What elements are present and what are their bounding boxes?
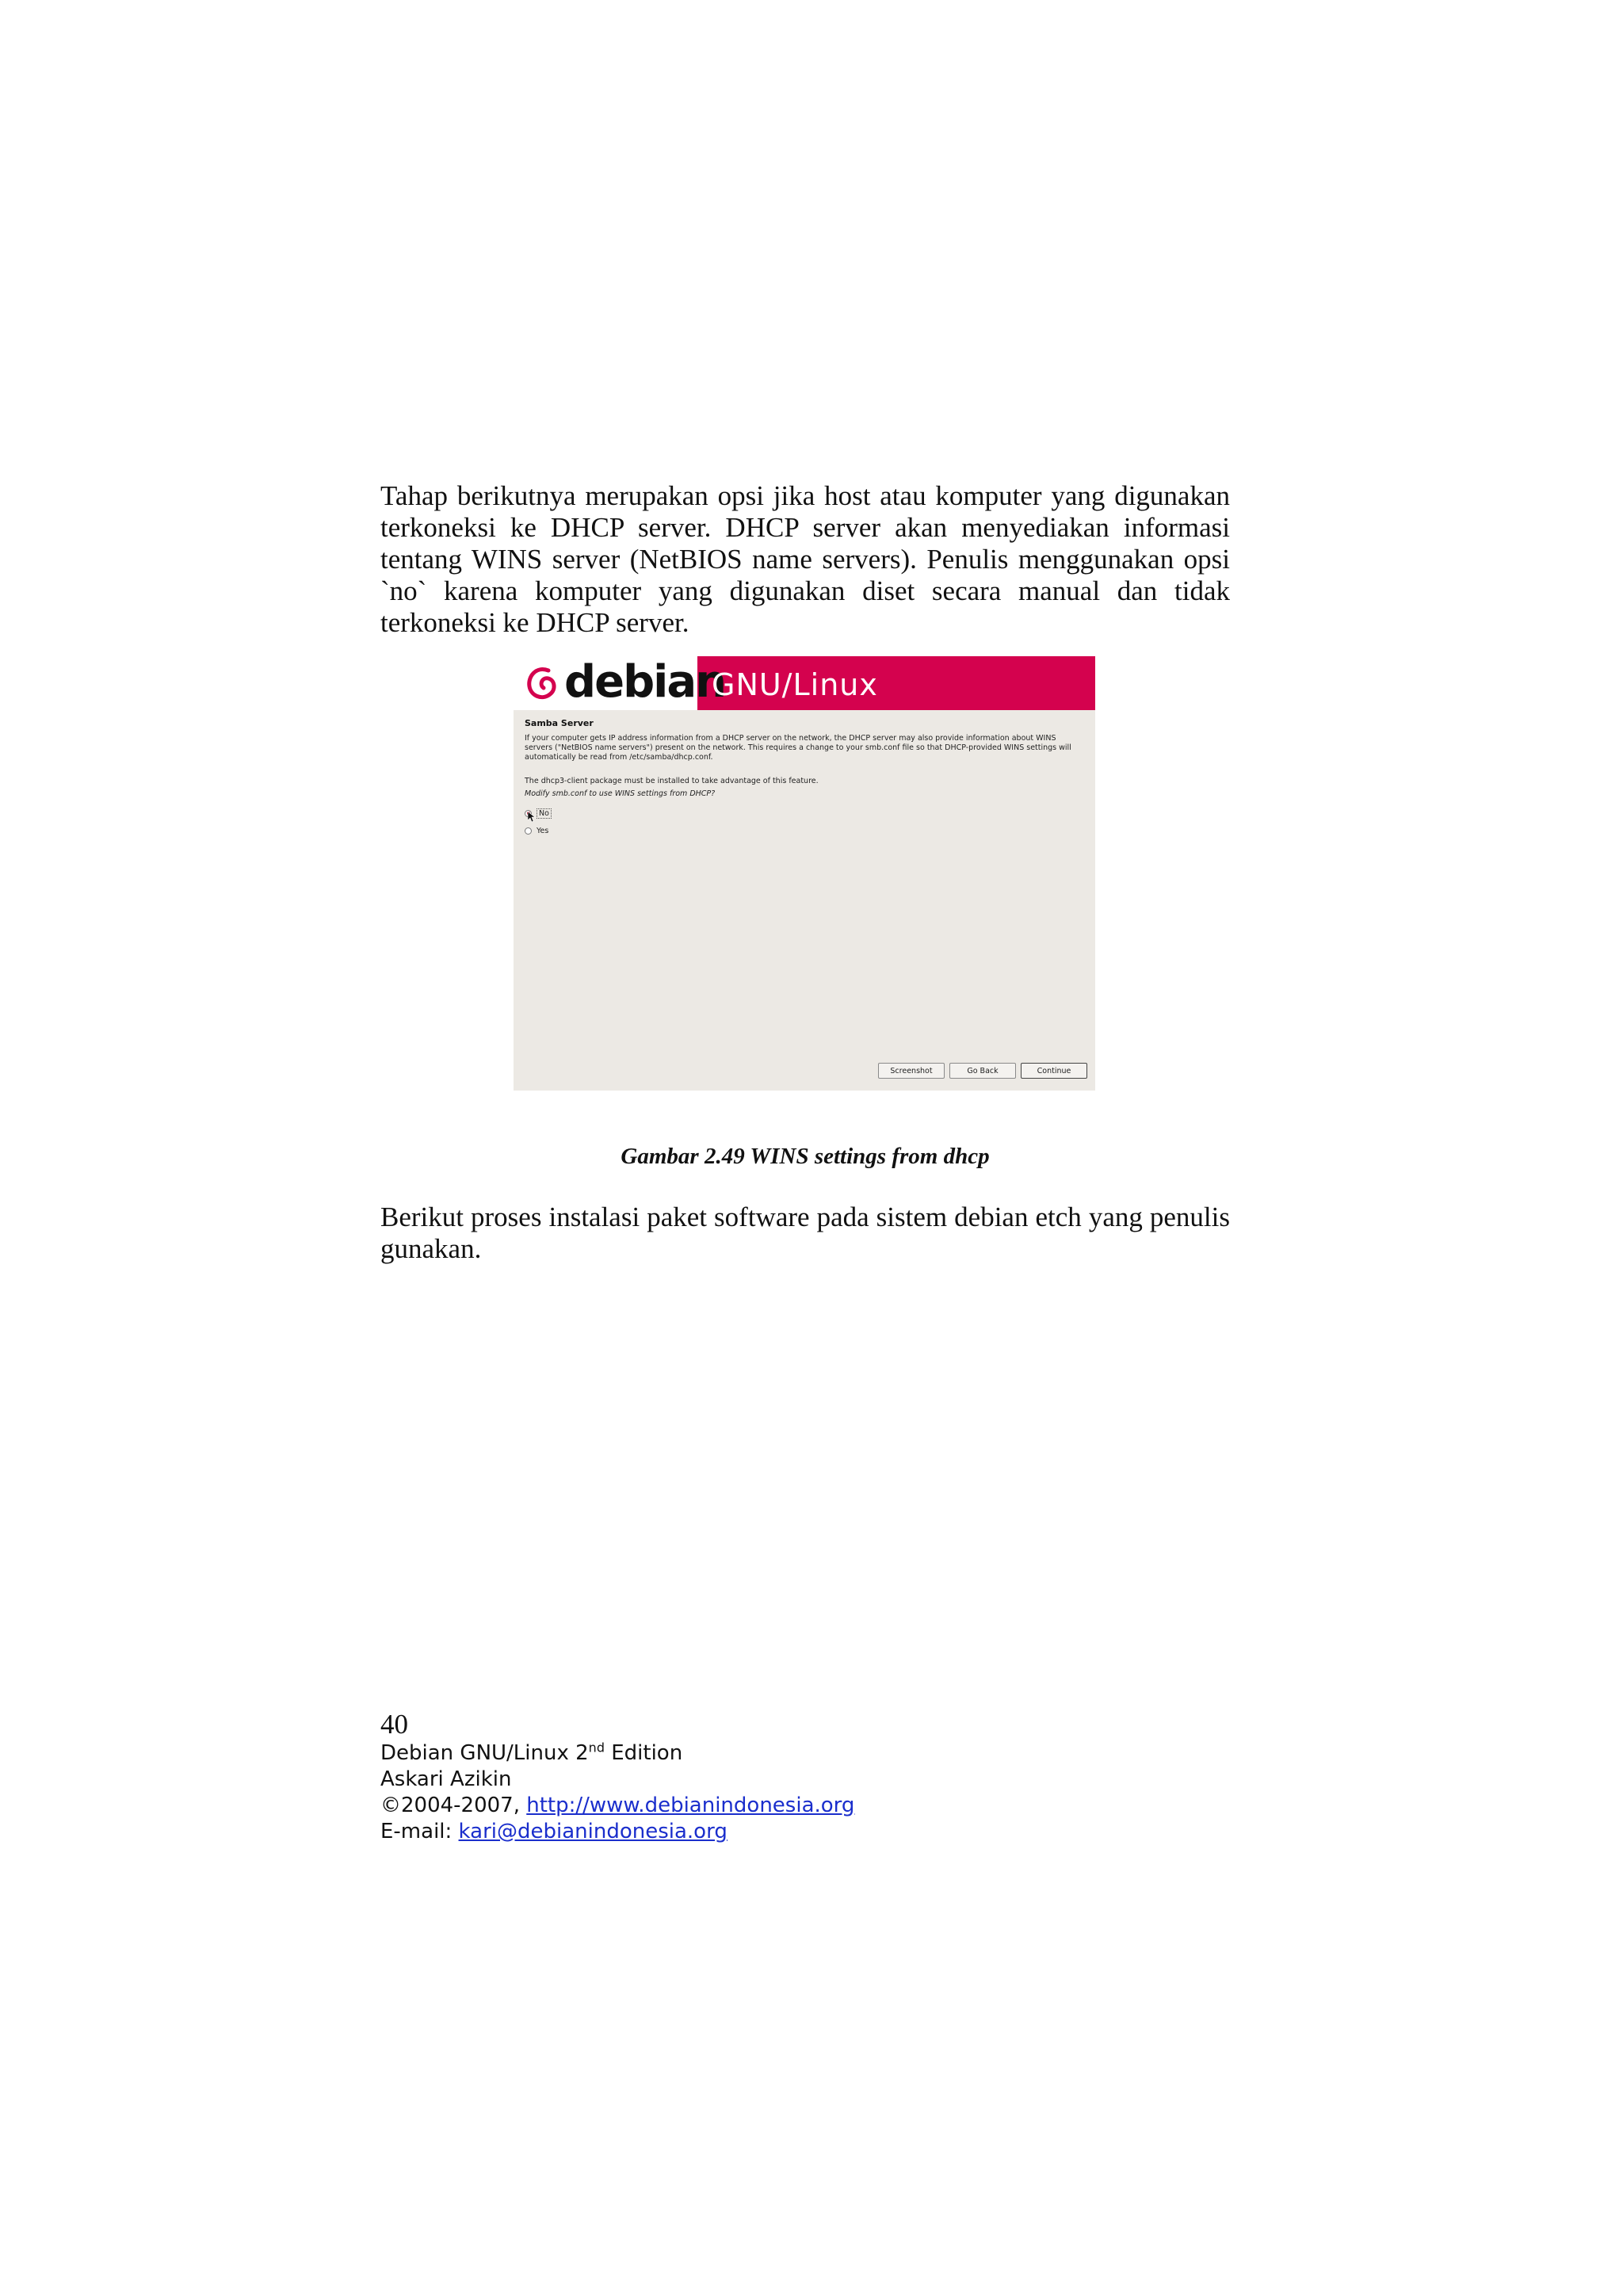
website-link[interactable]: http://www.debianindonesia.org <box>526 1794 855 1817</box>
page-number: 40 <box>380 1709 408 1740</box>
installer-screenshot <box>514 656 1095 1091</box>
question-text: Modify smb.conf to use WINS settings from DHCP? <box>525 789 716 798</box>
footer-copyright <box>380 1793 854 1819</box>
email-link[interactable]: kari@debianindonesia.org <box>458 1820 727 1843</box>
radio-yes[interactable] <box>525 827 532 835</box>
option-yes-label: Yes <box>537 826 549 835</box>
installer-banner <box>514 656 1095 710</box>
logo-text: debian <box>564 656 726 708</box>
edition-superscript: nd <box>588 1740 605 1755</box>
banner-title: GNU/Linux <box>712 667 878 702</box>
option-yes[interactable] <box>525 824 548 837</box>
footer-book-title <box>380 1740 854 1767</box>
step-description: If your computer gets IP address information from a DHCP server on the network, the DHCP server may also provide information about WINS servers ("NetBIOS name servers") present on the network. This requires a change to your smb.conf file so that DHCP-provided WINS settings will automatically be read from /etc/samba/dhcp.conf. <box>525 734 1071 762</box>
intro-paragraph: Tahap berikutnya merupakan opsi jika host atau komputer yang digunakan terkoneksi ke DHCP server. DHCP server akan menyediakan informasi tentang WINS server (NetBIOS name servers). Penulis menggunakan opsi `no` karena komputer yang digunakan diset secara manual dan tidak terkoneksi ke DHCP server. <box>380 480 1230 638</box>
footer-author: Askari Azikin <box>380 1767 512 1791</box>
screenshot-button[interactable]: Screenshot <box>878 1063 945 1079</box>
page-footer <box>380 1709 854 1845</box>
email-label: E-mail: <box>380 1820 459 1843</box>
go-back-button[interactable]: Go Back <box>949 1063 1016 1079</box>
package-note: The dhcp3-client package must be installed to take advantage of this feature. <box>525 777 819 785</box>
step-title: Samba Server <box>525 718 594 728</box>
edition-word: Edition <box>604 1741 683 1765</box>
copyright-text: ©2004-2007, <box>380 1794 527 1817</box>
book-title: Debian GNU/Linux 2 <box>380 1741 589 1765</box>
debian-swirl-icon <box>525 664 561 702</box>
footer-email <box>380 1819 854 1845</box>
option-no-label: No <box>537 808 552 819</box>
debian-logo <box>514 656 726 710</box>
continue-button[interactable]: Continue <box>1021 1063 1087 1079</box>
mouse-cursor-icon <box>528 812 536 823</box>
closing-paragraph: Berikut proses instalasi paket software pada sistem debian etch yang penulis gunakan. <box>380 1201 1230 1264</box>
figure-caption: Gambar 2.49 WINS settings from dhcp <box>621 1144 990 1169</box>
